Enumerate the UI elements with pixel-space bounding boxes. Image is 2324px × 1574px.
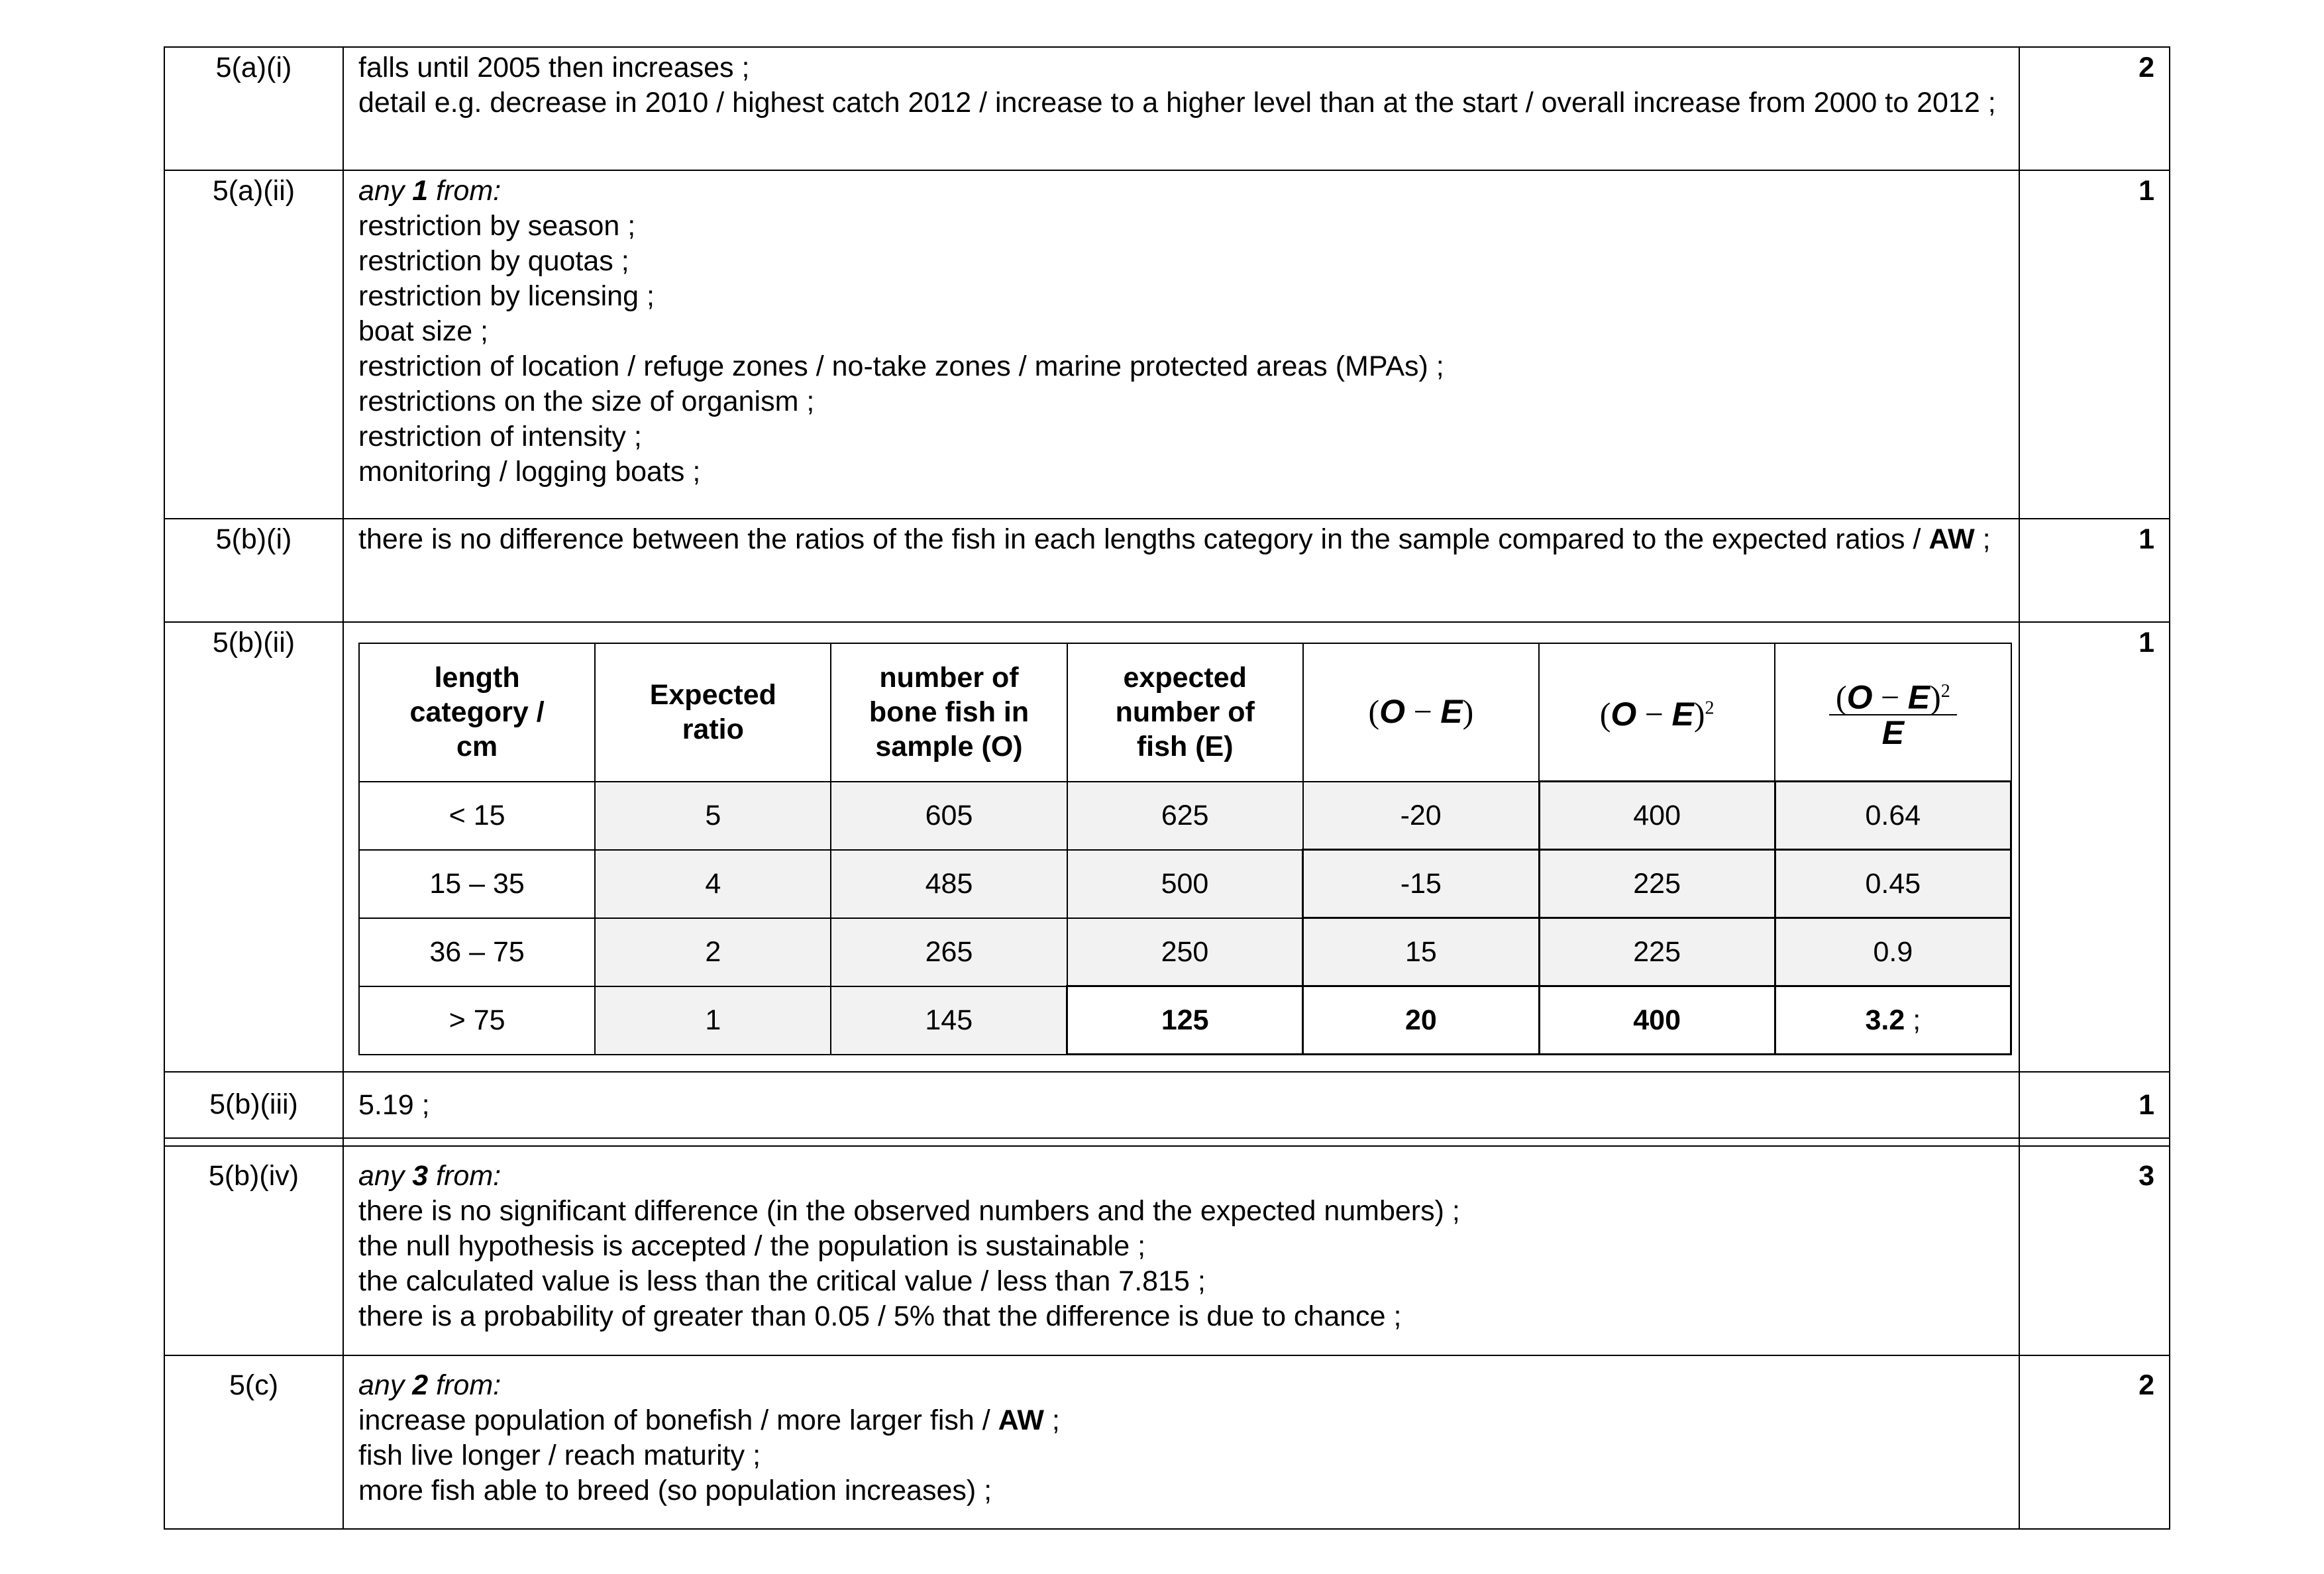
answer-line: there is no significant difference (in the observed numbers and the expected numbers) ; — [358, 1195, 1460, 1227]
cell-chi: 0.9 — [1775, 918, 2011, 986]
mark-scheme-table — [164, 46, 2170, 1530]
answer-line: boat size ; — [358, 315, 488, 347]
header-length-category: length category / cm — [359, 643, 595, 782]
cell-length: < 15 — [359, 782, 595, 850]
cell-squared: 225 — [1539, 850, 1775, 918]
row-5b-iv — [164, 1146, 2170, 1355]
marks: 2 — [2019, 47, 2170, 170]
header-observed: number of bone fish in sample (O) — [831, 643, 1067, 782]
marks: 1 — [2019, 622, 2170, 1072]
marks: 1 — [2019, 519, 2170, 622]
cell-expected: 500 — [1067, 850, 1303, 918]
header-expected-number: expected number of fish (E) — [1067, 643, 1303, 782]
answer-cell — [343, 622, 2019, 1072]
answer-line: falls until 2005 then increases ; — [358, 52, 750, 83]
cell-squared: 400 — [1539, 782, 1775, 850]
cell-squared-answer: 400 — [1539, 986, 1775, 1055]
cell-difference: -15 — [1303, 850, 1539, 918]
answer-cell — [343, 47, 2019, 170]
question-number: 5(b)(i) — [164, 519, 343, 622]
row-5b-iii — [164, 1072, 2170, 1138]
cell-ratio: 4 — [595, 850, 831, 918]
header-chi-squared: $\frac{(O - E)^2}{E}$ — [1775, 643, 2011, 782]
cell-length: 36 – 75 — [359, 918, 595, 986]
cell-observed: 145 — [831, 986, 1067, 1055]
row-5c — [164, 1355, 2170, 1529]
answer-cell — [343, 1355, 2019, 1529]
answer-cell — [343, 170, 2019, 519]
cell-observed: 265 — [831, 918, 1067, 986]
answer-line: restriction by licensing ; — [358, 280, 655, 312]
answer-line: the null hypothesis is accepted / the population is sustainable ; — [358, 1230, 1146, 1262]
any-from-label: any 1 from: — [358, 175, 502, 207]
answer-line: increase population of bonefish / more larger fish / AW ; — [358, 1404, 1060, 1436]
header-o-minus-e: (O − E) — [1303, 643, 1539, 782]
header-o-minus-e-squared: $(O - E)^2$ — [1539, 643, 1775, 782]
question-number: 5(b)(ii) — [164, 622, 343, 1072]
cell-difference: -20 — [1303, 782, 1539, 850]
question-number: 5(b)(iv) — [164, 1146, 343, 1355]
cell-expected: 625 — [1067, 782, 1303, 850]
any-from-label: any 2 from: — [358, 1369, 502, 1401]
question-number: 5(a)(i) — [164, 47, 343, 170]
header-row — [359, 643, 2011, 782]
answer-line: restriction by season ; — [358, 210, 636, 242]
question-number: 5(c) — [164, 1355, 343, 1529]
marks: 1 — [2019, 1072, 2170, 1138]
table-row — [359, 918, 2011, 986]
answer-line: detail e.g. decrease in 2010 / highest catch 2012 / increase to a higher level than at the start / overall increase from 2000 to 2012 ; — [358, 87, 1996, 119]
chi-squared-table — [358, 643, 2012, 1055]
answer-line: the calculated value is less than the critical value / less than 7.815 ; — [358, 1265, 1206, 1297]
answer-cell: 5.19 ; — [343, 1072, 2019, 1138]
cell-difference-answer: 20 — [1303, 986, 1539, 1055]
marks: 3 — [2019, 1146, 2170, 1355]
cell-observed: 605 — [831, 782, 1067, 850]
answer-line: monitoring / logging boats ; — [358, 456, 701, 488]
cell-squared: 225 — [1539, 918, 1775, 986]
divider — [164, 1138, 2170, 1146]
row-5a-ii — [164, 170, 2170, 519]
cell-expected: 250 — [1067, 918, 1303, 986]
cell-chi: 0.64 — [1775, 782, 2011, 850]
answer-line: fish live longer / reach maturity ; — [358, 1440, 761, 1471]
cell-length: > 75 — [359, 986, 595, 1055]
answer-line: restriction by quotas ; — [358, 245, 629, 277]
cell-chi: 0.45 — [1775, 850, 2011, 918]
answer-line: restrictions on the size of organism ; — [358, 386, 815, 417]
answer-line: restriction of location / refuge zones / no-take zones / marine protected areas (MPAs) ; — [358, 350, 1444, 382]
question-number: 5(a)(ii) — [164, 170, 343, 519]
cell-ratio: 1 — [595, 986, 831, 1055]
cell-chi-answer: 3.2 ; — [1775, 986, 2011, 1055]
cell-difference: 15 — [1303, 918, 1539, 986]
cell-observed: 485 — [831, 850, 1067, 918]
cell-length: 15 – 35 — [359, 850, 595, 918]
aw-label: AW — [1928, 523, 1975, 555]
question-number: 5(b)(iii) — [164, 1072, 343, 1138]
cell-expected-answer: 125 — [1067, 986, 1303, 1055]
cell-ratio: 5 — [595, 782, 831, 850]
header-expected-ratio: Expected ratio — [595, 643, 831, 782]
answer-text: there is no difference between the ratios of the fish in each lengths category in the sample compared to the expected ratios / — [358, 523, 1929, 555]
marks: 2 — [2019, 1355, 2170, 1529]
table-row — [359, 850, 2011, 918]
row-5b-ii — [164, 622, 2170, 1072]
aw-label: AW — [998, 1404, 1044, 1436]
answer-line: there is a probability of greater than 0.05 / 5% that the difference is due to chance ; — [358, 1300, 1402, 1332]
answer-line: restriction of intensity ; — [358, 421, 642, 452]
answer-line: more fish able to breed (so population increases) ; — [358, 1475, 992, 1506]
table-row — [359, 782, 2011, 850]
cell-ratio: 2 — [595, 918, 831, 986]
any-from-label: any 3 from: — [358, 1160, 502, 1192]
table-row — [359, 986, 2011, 1055]
row-5a-i — [164, 47, 2170, 170]
row-5b-i — [164, 519, 2170, 622]
answer-cell — [343, 1146, 2019, 1355]
marks: 1 — [2019, 170, 2170, 519]
answer-cell: there is no difference between the ratios of the fish in each lengths category in the sample compared to the expected ratios / AW ; — [343, 519, 2019, 622]
